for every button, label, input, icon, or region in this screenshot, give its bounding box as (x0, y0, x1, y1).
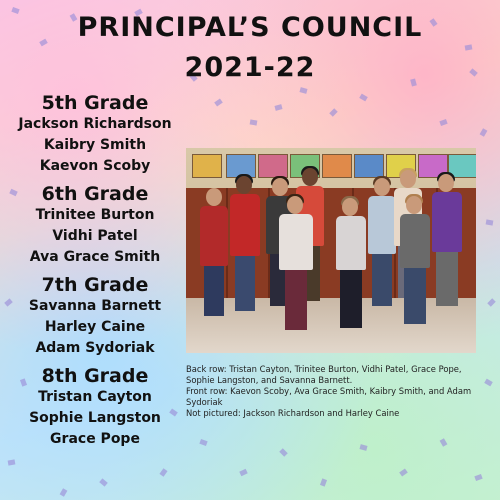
grade-section-8th (10, 365, 180, 450)
grade-heading: 5th Grade (41, 92, 149, 114)
grade-heading: 8th Grade (41, 365, 149, 387)
group-photo (186, 148, 476, 353)
grade-heading: 6th Grade (41, 183, 149, 205)
member-name: Vidhi Patel (52, 228, 138, 244)
page-subtitle-year: 2021-22 (184, 52, 316, 83)
member-name: Adam Sydoriak (35, 340, 155, 356)
member-name: Tristan Cayton (38, 389, 152, 405)
caption-not-pictured: Not pictured: Jackson Richardson and Harley Caine (186, 408, 400, 418)
page-title: PRINCIPAL’S COUNCIL (77, 12, 423, 43)
grade-list (10, 92, 180, 456)
member-name: Jackson Richardson (18, 116, 172, 132)
member-name: Ava Grace Smith (29, 249, 161, 265)
member-name: Savanna Barnett (28, 298, 162, 314)
photo-caption (186, 364, 486, 419)
caption-back-row: Back row: Tristan Cayton, Trinitee Burton, Vidhi Patel, Grace Pope, Sophie Langston, and Savanna Barnett. (186, 364, 462, 385)
member-name: Grace Pope (50, 431, 140, 447)
photo-floor (186, 298, 476, 353)
member-name: Kaevon Scoby (39, 158, 151, 174)
member-name: Kaibry Smith (43, 137, 147, 153)
caption-front-row: Front row: Kaevon Scoby, Ava Grace Smith, Kaibry Smith, and Adam Sydoriak (186, 386, 472, 407)
member-name: Sophie Langston (29, 410, 161, 426)
member-name: Harley Caine (44, 319, 146, 335)
grade-section-7th (10, 274, 180, 359)
grade-section-5th (10, 92, 180, 177)
grade-section-6th (10, 183, 180, 268)
member-name: Trinitee Burton (35, 207, 155, 223)
grade-heading: 7th Grade (41, 274, 149, 296)
